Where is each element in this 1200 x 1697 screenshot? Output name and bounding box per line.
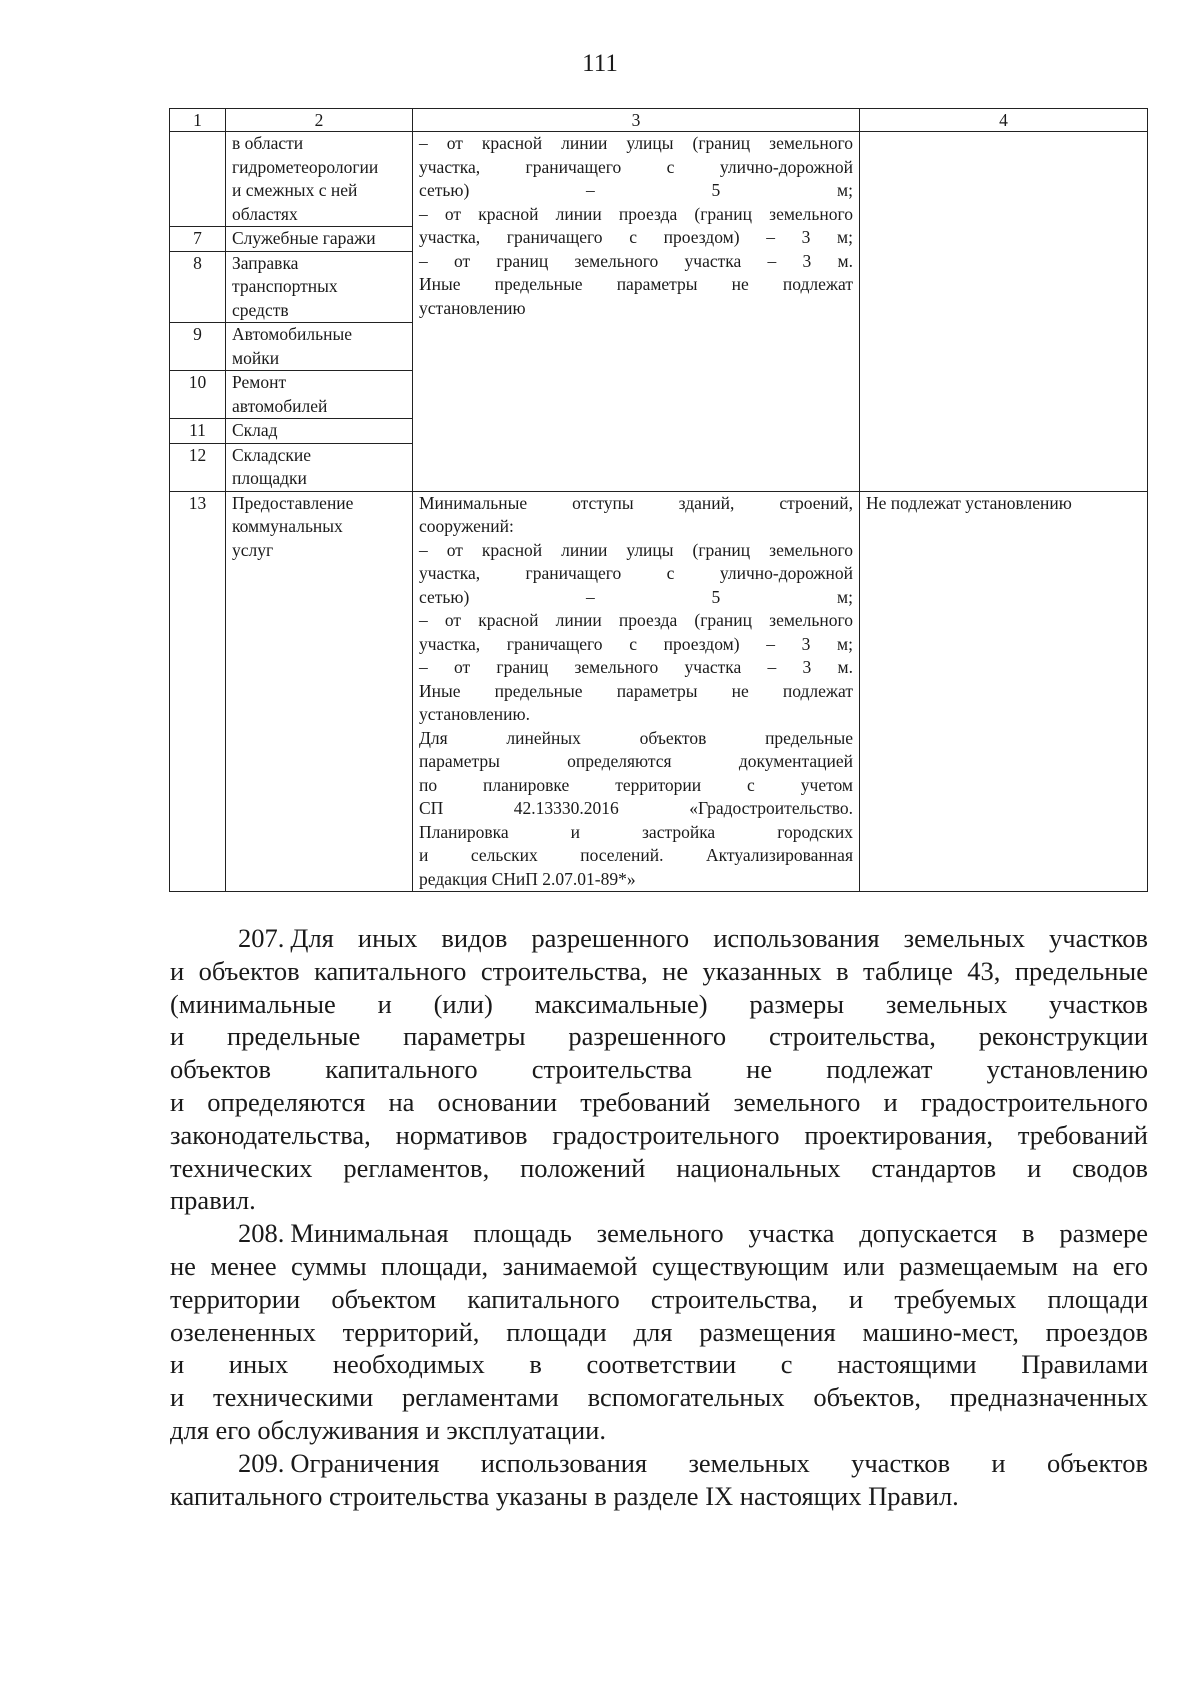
note-cell: Не подлежат установлению — [860, 491, 1148, 892]
paragraph-number: 209. — [238, 1447, 285, 1478]
cell-line: гидрометеорологии — [232, 156, 379, 177]
parameters-cell — [413, 132, 860, 492]
cell-line: Иные предельные параметры не подлежат — [419, 274, 853, 294]
paragraph-line — [170, 922, 1148, 955]
row-number: 9 — [170, 323, 226, 371]
use-type-name — [226, 491, 413, 892]
cell-line: средств — [232, 299, 289, 320]
cell-line: – от красной линии проезда (границ земельного — [419, 610, 853, 630]
header-cell: 4 — [860, 109, 1148, 132]
table-row — [170, 491, 1148, 892]
note-cell — [860, 132, 1148, 492]
cell-line: Служебные гаражи — [232, 228, 376, 248]
cell-line: параметры определяются документацией — [419, 751, 853, 771]
use-type-name — [226, 132, 413, 227]
cell-line: сетью) – 5 м; — [419, 586, 853, 607]
row-number — [170, 132, 226, 227]
paragraph-line: и объектов капитального строительства, не указанных в таблице 43, предельные — [170, 955, 1148, 986]
cell-line: участка, граничащего с улично-дорожной — [419, 563, 853, 583]
use-type-name — [226, 251, 413, 323]
paragraph — [170, 922, 1148, 1217]
cell-line: коммунальных — [232, 516, 343, 536]
header-cell: 1 — [170, 109, 226, 132]
use-type-name — [226, 419, 413, 444]
paragraph-text: Минимальная площадь земельного участка допускается в размере — [290, 1218, 1148, 1249]
paragraph-line — [170, 1217, 1148, 1250]
row-number: 8 — [170, 251, 226, 323]
paragraph-line: объектов капитального строительства не подлежат установлению — [170, 1054, 1148, 1085]
paragraph-line — [170, 1447, 1148, 1480]
paragraph-number: 207. — [238, 923, 285, 953]
paragraph-line: озелененных территорий, площади для размещения машино-мест, проездов — [170, 1316, 1148, 1347]
cell-line: автомобилей — [232, 395, 328, 416]
regulation-table-body — [170, 109, 1148, 892]
cell-line: мойки — [232, 347, 280, 368]
cell-line: транспортных — [232, 276, 338, 296]
paragraph-line: законодательства, нормативов градостроительного проектирования, требований — [170, 1119, 1148, 1150]
paragraph — [170, 1217, 1148, 1447]
cell-line: участка, граничащего с проездом) – 3 м; — [419, 633, 853, 654]
paragraph-line: и предельные параметры разрешенного строительства, реконструкции — [170, 1021, 1148, 1052]
cell-line: – от красной линии улицы (границ земельного — [419, 133, 853, 153]
paragraph-line: (минимальные и (или) максимальные) размеры земельных участков — [170, 988, 1148, 1019]
row-number: 13 — [170, 491, 226, 892]
cell-line: сооружений: — [419, 516, 514, 536]
header-cell: 3 — [413, 109, 860, 132]
row-number: 7 — [170, 227, 226, 252]
use-type-name — [226, 323, 413, 371]
cell-line: установлению. — [419, 704, 530, 724]
paragraph-line: технических регламентов, положений национальных стандартов и сводов — [170, 1152, 1148, 1183]
cell-line: участка, граничащего с проездом) – 3 м; — [419, 227, 853, 247]
cell-line: Автомобильные — [232, 324, 352, 344]
cell-line: услуг — [232, 539, 274, 560]
cell-line: Ремонт — [232, 372, 287, 392]
paragraph-line: и определяются на основании требований земельного и градостроительного — [170, 1086, 1148, 1117]
paragraph-line: правил. — [170, 1185, 256, 1216]
cell-line: Складские — [232, 444, 311, 465]
cell-line: – от границ земельного участка – 3 м. — [419, 250, 853, 271]
cell-line: редакция СНиП 2.07.01-89*» — [419, 868, 636, 889]
paragraph-text: Ограничения использования земельных участков и объектов — [290, 1447, 1148, 1478]
paragraph — [170, 1447, 1148, 1513]
cell-line: по планировке территории с учетом — [419, 774, 853, 795]
cell-line: Иные предельные параметры не подлежат — [419, 680, 853, 701]
paragraph-line: и техническими регламентами вспомогательных объектов, предназначенных — [170, 1382, 1148, 1413]
cell-line: – от красной линии улицы (границ земельного — [419, 539, 853, 560]
paragraph-line: не менее суммы площади, занимаемой существующим или размещаемым на его — [170, 1250, 1148, 1281]
cell-line: – от красной линии проезда (границ земельного — [419, 203, 853, 224]
use-type-name — [226, 371, 413, 419]
cell-line: СП 42.13330.2016 «Градостроительство. — [419, 798, 853, 818]
paragraph-number: 208. — [238, 1218, 285, 1249]
cell-line: Склад — [232, 420, 278, 440]
header-cell: 2 — [226, 109, 413, 132]
paragraph-line: и иных необходимых в соответствии с настоящими Правилами — [170, 1349, 1148, 1380]
cell-line: Заправка — [232, 252, 299, 273]
cell-line: в области — [232, 133, 304, 153]
use-type-name — [226, 443, 413, 491]
cell-line: площадки — [232, 468, 307, 488]
table-header-row — [170, 109, 1148, 132]
cell-line: Минимальные отступы зданий, строений, — [419, 492, 853, 513]
cell-line: и смежных с ней — [232, 180, 358, 200]
cell-line: установлению — [419, 297, 526, 318]
cell-line: областях — [232, 203, 298, 224]
cell-line: Предоставление — [232, 492, 354, 513]
cell-line: участка, граничащего с улично-дорожной — [419, 156, 853, 177]
row-number: 10 — [170, 371, 226, 419]
row-number: 12 — [170, 443, 226, 491]
paragraph-line: для его обслуживания и эксплуатации. — [170, 1414, 606, 1445]
cell-line: – от границ земельного участка – 3 м. — [419, 657, 853, 677]
cell-line: Планировка и застройка городских — [419, 821, 853, 842]
cell-line: сетью) – 5 м; — [419, 180, 853, 200]
use-type-name — [226, 227, 413, 252]
cell-line: Для линейных объектов предельные — [419, 727, 853, 748]
cell-line: и сельских поселений. Актуализированная — [419, 845, 853, 865]
body-text — [170, 922, 1148, 1512]
regulation-table — [169, 108, 1148, 892]
table-row — [170, 132, 1148, 227]
row-number: 11 — [170, 419, 226, 444]
paragraph-line: капитального строительства указаны в разделе IX настоящих Правил. — [170, 1480, 959, 1511]
parameters-cell — [413, 491, 860, 892]
paragraph-line: территории объектом капитального строительства, и требуемых площади — [170, 1283, 1148, 1314]
paragraph-text: Для иных видов разрешенного использования земельных участков — [290, 923, 1148, 953]
page-number: 111 — [582, 50, 618, 77]
